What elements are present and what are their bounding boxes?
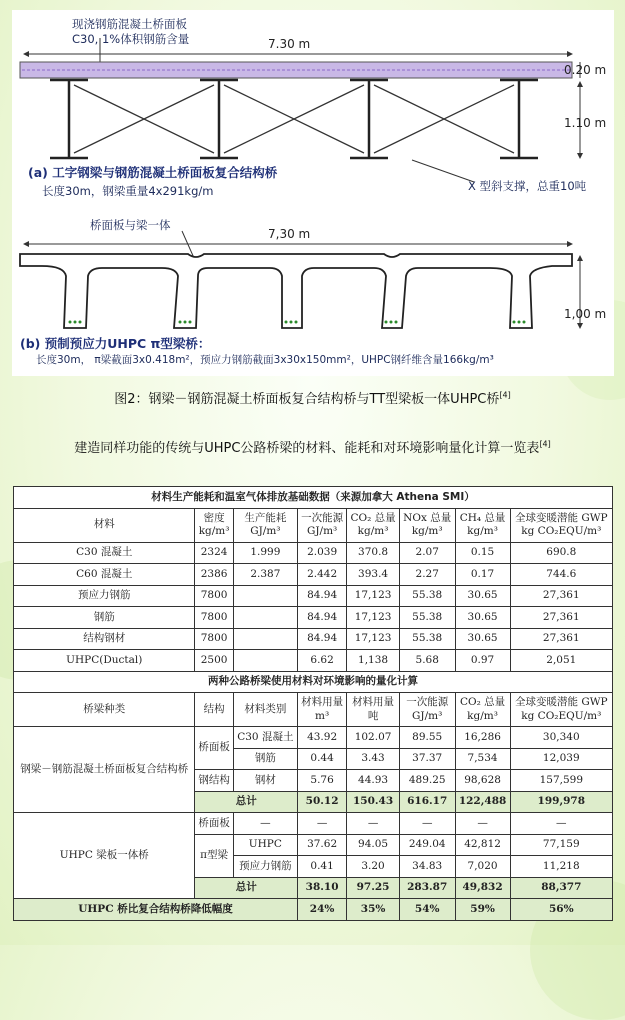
table-cell: 2,051 (510, 650, 612, 672)
table-cell: 0.41 (297, 856, 346, 878)
table-cell: 钢材 (233, 770, 297, 792)
column-header (233, 508, 297, 542)
column-header (195, 508, 233, 542)
table-cell: 249.04 (399, 834, 455, 856)
table-cell: 42,812 (455, 834, 510, 856)
table-cell: UHPC (233, 834, 297, 856)
structure-cell: 桥面板 (195, 813, 233, 835)
header-label: 材料用量 (301, 696, 344, 709)
table-cell: 43.92 (297, 727, 346, 749)
header-label: 全球变暖潜能 GWP (515, 511, 608, 524)
total-value: 122,488 (455, 791, 510, 813)
reduction-value: 35% (347, 899, 400, 921)
reduction-value: 54% (399, 899, 455, 921)
column-header (14, 508, 195, 542)
table2-header-row (14, 693, 613, 727)
figure-b-description: 长度30m， π梁截面3x0.418m²，预应力钢筋截面3x30x150mm²，UHPC钢纤维含量166kg/m³ (36, 354, 494, 366)
table-cell: 84.94 (297, 585, 346, 607)
table-cell: 7,534 (455, 748, 510, 770)
total-value: 97.25 (347, 877, 400, 899)
header-label: 全球变暖潜能 GWP (515, 696, 608, 709)
table-cell: 77,159 (510, 834, 612, 856)
table-cell: 2500 (195, 650, 233, 672)
figure-b-title: (b) 预制预应力UHPC π型梁桥： (20, 336, 211, 351)
structure-cell: 桥面板 (195, 727, 233, 770)
table-cell: 55.38 (399, 628, 455, 650)
table-cell (233, 585, 297, 607)
table-row (14, 727, 613, 749)
column-header (347, 508, 400, 542)
material-energy-table (13, 486, 613, 921)
total-value: 616.17 (399, 791, 455, 813)
table-cell: — (510, 813, 612, 835)
table-row (14, 607, 613, 629)
header-label: 一次能源 (406, 696, 449, 709)
table-cell: 37.62 (297, 834, 346, 856)
header-label: 桥梁种类 (83, 702, 126, 715)
total-value: 50.12 (297, 791, 346, 813)
girder-height-dimension: 1.10 m (564, 116, 607, 130)
column-header (297, 693, 346, 727)
table-cell (233, 607, 297, 629)
table-cell: 5.68 (399, 650, 455, 672)
table-cell: 489.25 (399, 770, 455, 792)
column-header (455, 693, 510, 727)
structure-cell: 钢结构 (195, 770, 233, 792)
header-unit: GJ/m³ (412, 709, 443, 722)
table-cell: 2324 (195, 542, 233, 564)
table-cell: — (455, 813, 510, 835)
header-label: 材料用量 (352, 696, 395, 709)
table-cell: 30.65 (455, 607, 510, 629)
column-header (510, 693, 612, 727)
header-label: 一次能源 (301, 511, 344, 524)
header-unit: GJ/m³ (306, 525, 338, 537)
table-cell: 30,340 (510, 727, 612, 749)
header-unit: 吨 (367, 709, 379, 722)
table-cell: 7,020 (455, 856, 510, 878)
table-row (14, 813, 613, 835)
bridge-diagram-figure (12, 10, 614, 376)
table-cell: 钢筋 (233, 748, 297, 770)
table-cell: 16,286 (455, 727, 510, 749)
header-unit: kg/m³ (411, 525, 443, 537)
deck-material-label: 现浇钢筋混凝土桥面板 (72, 17, 187, 31)
column-header (233, 693, 297, 727)
column-header (399, 508, 455, 542)
table-cell: 2.442 (297, 564, 346, 586)
column-header (347, 693, 400, 727)
table-cell: 1.999 (233, 542, 297, 564)
table-cell: 98,628 (455, 770, 510, 792)
integrated-deck-label: 桥面板与梁一体 (90, 218, 171, 232)
brace-label: X 型斜支撑，总重10吨 (468, 179, 587, 193)
column-header (297, 508, 346, 542)
table-cell: C60 混凝土 (14, 564, 195, 586)
header-unit: GJ/m³ (250, 525, 281, 537)
column-header (510, 508, 612, 542)
table-cell (233, 628, 297, 650)
total-value: 38.10 (297, 877, 346, 899)
table-cell: 结构钢材 (14, 628, 195, 650)
header-label: CO₂ 总量 (350, 511, 396, 524)
table-cell: 3.20 (347, 856, 400, 878)
reduction-value: 59% (455, 899, 510, 921)
table-cell: — (233, 813, 297, 835)
figure-a-description: 长度30m，钢梁重量4x291kg/m (42, 184, 214, 198)
total-label: 总计 (195, 877, 298, 899)
table-cell: 2.387 (233, 564, 297, 586)
table1-title-row (14, 487, 613, 509)
table-cell: — (399, 813, 455, 835)
reduction-value: 24% (297, 899, 346, 921)
figure-caption (0, 388, 625, 407)
table-cell: 94.05 (347, 834, 400, 856)
table-cell: 0.97 (455, 650, 510, 672)
header-unit: kg/m³ (198, 525, 230, 537)
table-cell: 预应力钢筋 (233, 856, 297, 878)
deck-spec-label: C30, 1%体积钢筋含量 (72, 32, 190, 46)
table-cell: 3.43 (347, 748, 400, 770)
table1-title: 材料生产能耗和温室气体排放基础数据（来源加拿大 Athena SMI） (14, 487, 613, 509)
structure-cell: π型梁 (195, 834, 233, 877)
table-cell: 27,361 (510, 607, 612, 629)
table-cell: 30.65 (455, 585, 510, 607)
table-cell: 157,599 (510, 770, 612, 792)
table-cell: 17,123 (347, 628, 400, 650)
table-cell: C30 混凝土 (233, 727, 297, 749)
header-unit: kg/m³ (467, 525, 498, 537)
header-unit: kg/m³ (357, 525, 389, 537)
table-cell: 27,361 (510, 628, 612, 650)
table2-title: 两种公路桥梁使用材料对环境影响的量化计算 (14, 671, 613, 693)
total-value: 49,832 (455, 877, 510, 899)
total-value: 199,978 (510, 791, 612, 813)
table-cell: 2.07 (399, 542, 455, 564)
header-label: 材料类别 (244, 702, 287, 715)
total-value: 150.43 (347, 791, 400, 813)
table-cell: 30.65 (455, 628, 510, 650)
table-cell: — (347, 813, 400, 835)
table-cell: 0.44 (297, 748, 346, 770)
table-cell: 102.07 (347, 727, 400, 749)
bridge-type-cell: 钢梁－钢筋混凝土桥面板复合结构桥 (14, 727, 195, 813)
table-cell (233, 650, 297, 672)
header-unit: kg/m³ (467, 709, 498, 722)
table-cell: 12,039 (510, 748, 612, 770)
header-unit: m³ (315, 709, 330, 722)
column-header (399, 693, 455, 727)
header-unit: kg CO₂EQU/m³ (521, 709, 602, 722)
table-cell: 27,361 (510, 585, 612, 607)
reduction-row (14, 899, 613, 921)
table-cell: 6.62 (297, 650, 346, 672)
height-dimension-b: 1,00 m (564, 307, 607, 321)
table-cell: 2386 (195, 564, 233, 586)
reduction-value: 56% (510, 899, 612, 921)
caption-text: 图2：钢梁－钢筋混凝土桥面板复合结构桥与TT型梁板一体UHPC桥 (114, 392, 500, 407)
column-header (455, 508, 510, 542)
table-cell: 钢筋 (14, 607, 195, 629)
header-label: NOx 总量 (403, 511, 452, 524)
total-value: 283.87 (399, 877, 455, 899)
bridge-type-cell: UHPC 梁板一体桥 (14, 813, 195, 899)
table-row (14, 564, 613, 586)
slab-thickness-dimension: 0.20 m (564, 63, 607, 77)
table-cell: 2.27 (399, 564, 455, 586)
table2-title-row (14, 671, 613, 693)
header-label: 结构 (203, 702, 225, 715)
intro-text: 建造同样功能的传统与UHPC公路桥梁的材料、能耗和对环境影响量化计算一览表 (74, 441, 540, 456)
table-cell: 55.38 (399, 607, 455, 629)
table-cell: 7800 (195, 607, 233, 629)
total-value: 88,377 (510, 877, 612, 899)
table-row (14, 585, 613, 607)
intro-reference: [4] (539, 439, 551, 449)
header-label: 密度 (203, 511, 225, 524)
table-intro-text (0, 437, 625, 456)
table-cell: 84.94 (297, 607, 346, 629)
table-cell: 0.17 (455, 564, 510, 586)
total-label: 总计 (195, 791, 298, 813)
table-cell: 84.94 (297, 628, 346, 650)
table-cell: 17,123 (347, 585, 400, 607)
table-row (14, 650, 613, 672)
table-cell: 预应力钢筋 (14, 585, 195, 607)
table-cell: 2.039 (297, 542, 346, 564)
header-unit: kg CO₂EQU/m³ (521, 525, 602, 537)
table-cell: 1,138 (347, 650, 400, 672)
table-cell: 37.37 (399, 748, 455, 770)
caption-reference: [4] (499, 390, 511, 400)
column-header (195, 693, 233, 727)
table-cell: 7800 (195, 585, 233, 607)
table-row (14, 542, 613, 564)
table-cell: 5.76 (297, 770, 346, 792)
header-label: 材料 (93, 518, 115, 531)
table-cell: 44.93 (347, 770, 400, 792)
table-cell: — (297, 813, 346, 835)
table-cell: 0.15 (455, 542, 510, 564)
table-cell: 17,123 (347, 607, 400, 629)
table-cell: 744.6 (510, 564, 612, 586)
table1-header-row (14, 508, 613, 542)
header-label: CH₄ 总量 (459, 511, 506, 524)
table-cell: 393.4 (347, 564, 400, 586)
table-cell: 370.8 (347, 542, 400, 564)
reduction-label: UHPC 桥比复合结构桥降低幅度 (14, 899, 298, 921)
header-label: 生产能耗 (244, 511, 287, 524)
table-cell: 11,218 (510, 856, 612, 878)
table-cell: 55.38 (399, 585, 455, 607)
table-row (14, 628, 613, 650)
table-cell: UHPC(Ductal) (14, 650, 195, 672)
table-cell: 690.8 (510, 542, 612, 564)
width-dimension-a: 7.30 m (268, 37, 311, 51)
figure-a-title: (a) 工字钢梁与钢筋混凝土桥面板复合结构桥 (28, 165, 278, 180)
width-dimension-b: 7,30 m (268, 227, 311, 241)
table-cell: 89.55 (399, 727, 455, 749)
column-header (14, 693, 195, 727)
table-cell: C30 混凝土 (14, 542, 195, 564)
table-cell: 7800 (195, 628, 233, 650)
header-label: CO₂ 总量 (459, 696, 506, 709)
table-cell: 34.83 (399, 856, 455, 878)
